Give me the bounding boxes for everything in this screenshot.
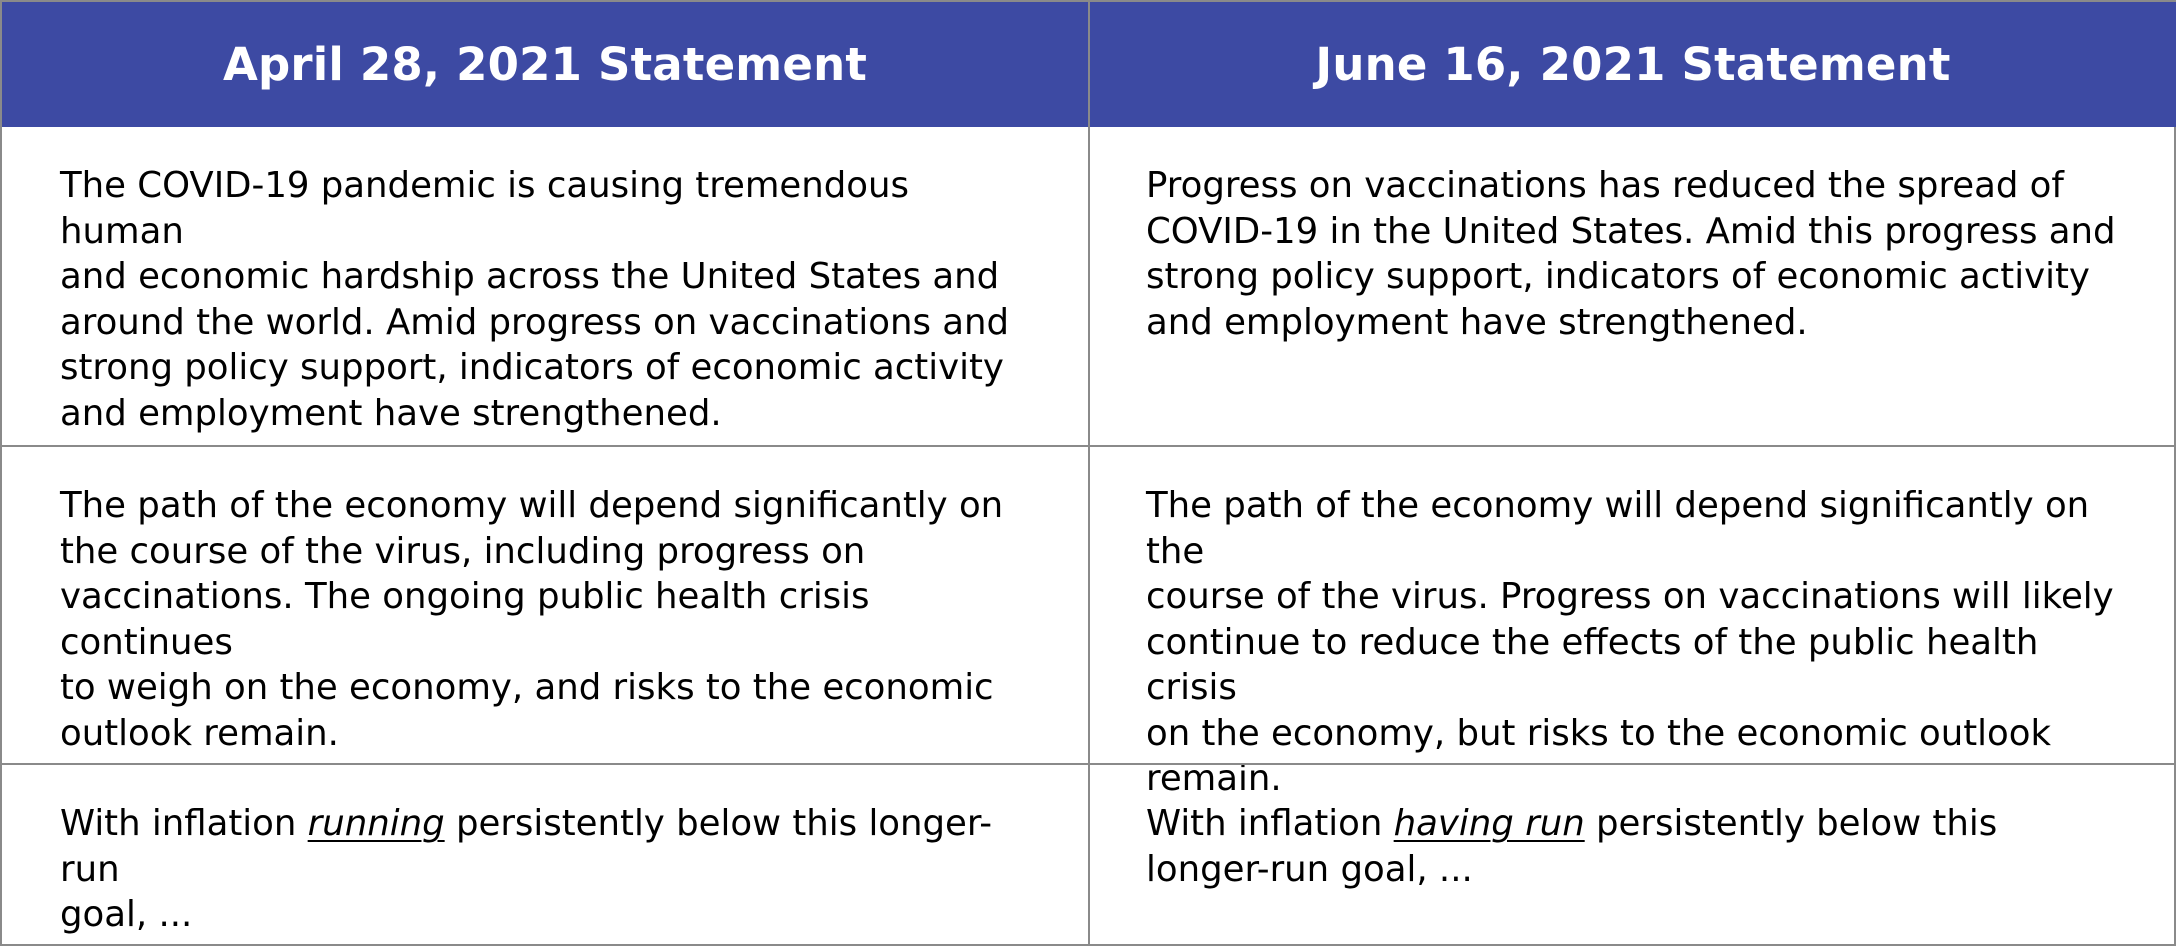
row-3-june-emphasis: having run	[1393, 803, 1585, 844]
row-1-june-text: Progress on vaccinations has reduced the spread of COVID-19 in the United States. Amid this progress and strong policy support, indicators of economic activity and employment have strengthened.	[1146, 165, 2116, 343]
row-2-june-text: The path of the economy will depend significantly on the course of the virus. Progress on vaccinations will likely continue to reduce the effects of the public health crisis on the economy, but risks to the economic outlook remain.	[1090, 445, 2176, 763]
row-3-june-text-before: With inflation	[1146, 803, 1394, 844]
row-3-april-text-before: With inflation	[60, 803, 308, 844]
column-header-june: June 16, 2021 Statement	[1090, 2, 2176, 127]
row-3-april-emphasis: running	[307, 803, 445, 844]
row-2-april-text: The path of the economy will depend significantly on the course of the virus, including progress on vaccinations. The ongoing public health crisis continues to weigh on the economy, and risks to the economic outlook remain.	[2, 445, 1090, 763]
row-3-june-text	[1090, 763, 2176, 944]
column-header-april: April 28, 2021 Statement	[2, 2, 1090, 127]
row-3-april-text	[2, 763, 1090, 944]
row-3-june-text-after: persistently below this longer-run goal, ...	[1146, 803, 1998, 890]
row-3-april-text-after: persistently below this longer-run goal, ...	[60, 803, 993, 935]
row-1-april-text: The COVID-19 pandemic is causing tremendous human and economic hardship across the United States and around the world. Amid progress on vaccinations and strong policy support, indicators of economic activity and employment have strengthened.	[2, 127, 1090, 445]
